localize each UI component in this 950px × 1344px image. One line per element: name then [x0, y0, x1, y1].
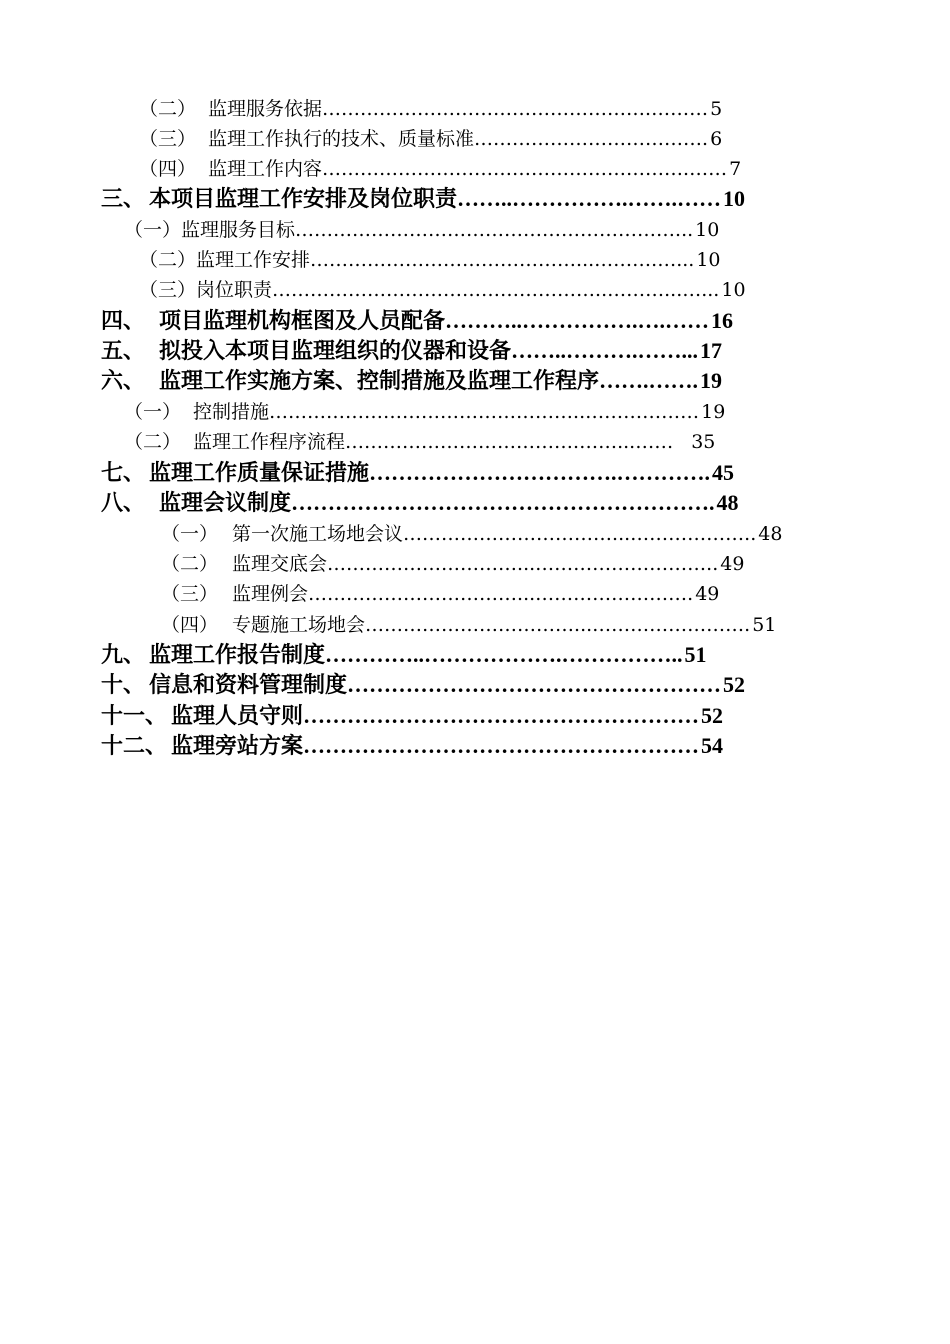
toc-entry-leader: ……………………………………………………... [295, 219, 694, 241]
toc-entry-page: 49 [720, 553, 745, 575]
toc-chapter-entry [101, 670, 745, 700]
toc-chapter-entry [101, 701, 723, 731]
toc-entry-leader: …………………………………………………. [291, 490, 715, 515]
toc-entry-title: 拟投入本项目监理组织的仪器和设备 [159, 339, 512, 364]
toc-entry-title: 第一次施工场地会议 [232, 523, 404, 545]
toc-entry-title: 监理工作内容 [208, 158, 323, 180]
toc-chapter-entry [101, 488, 739, 518]
toc-entry-page: 19 [700, 368, 723, 393]
toc-chapter-entry [101, 458, 734, 488]
toc-entry-leader: …………………………...……………………….. [327, 553, 719, 575]
toc-entry-number: （二） [124, 431, 182, 453]
toc-entry [139, 275, 746, 305]
toc-entry [124, 215, 719, 245]
toc-entry-leader: …………………………………………….……… [322, 98, 709, 120]
toc-entry-number: 十、 [101, 673, 146, 698]
toc-entry-leader: ……..…………….…….…… [457, 186, 722, 211]
toc-entry-page: 10 [696, 249, 721, 271]
toc-entry-number: 四、 [101, 309, 146, 334]
toc-entry-page: 7 [729, 158, 742, 180]
toc-entry-title: 监理工作报告制度 [149, 643, 326, 668]
toc-entry-leader: ……………………………...……………….. [403, 523, 757, 545]
toc-entry-title: 项目监理机构框图及人员配备 [159, 309, 446, 334]
toc-entry-page: 48 [758, 523, 783, 545]
toc-entry-number: （二） [139, 249, 197, 271]
toc-entry-title: 监理例会 [232, 583, 309, 605]
toc-entry-leader: ……..……….……... [511, 338, 699, 363]
toc-entry-leader: ……………………………………………… [303, 733, 700, 758]
toc-entry-leader: ……………………………………………… [303, 703, 700, 728]
toc-entry [161, 610, 776, 640]
toc-entry-leader: ……………………………...……………………. [365, 614, 751, 636]
toc-entry-leader: ………..…………….….…… [445, 308, 710, 333]
toc-entry-page: 54 [701, 733, 724, 758]
toc-entry-number: （一） [124, 219, 182, 241]
toc-entry-leader: …………………………………………..……………… [269, 401, 700, 423]
toc-entry-title: 监理工作程序流程 [193, 431, 346, 453]
toc-entry [139, 154, 741, 184]
toc-entry-page: 10 [695, 219, 720, 241]
toc-entry-title: 监理服务依据 [208, 98, 323, 120]
toc-entry-title: 监理旁站方案 [171, 734, 304, 759]
toc-chapter-entry [101, 731, 723, 761]
toc-entry-title: 本项目监理工作安排及岗位职责 [149, 187, 458, 212]
toc-entry-page: 10 [721, 279, 746, 301]
toc-entry-number: （三） [139, 128, 197, 150]
toc-chapter-entry [101, 640, 707, 670]
toc-entry-number: 九、 [101, 643, 146, 668]
toc-entry-number: 十一、 [101, 704, 168, 729]
toc-entry-title: 监理会议制度 [159, 491, 292, 516]
toc-entry-title: 监理人员守则 [171, 704, 304, 729]
toc-entry-page: 48 [716, 490, 739, 515]
toc-entry-leader: …….……. [599, 368, 699, 393]
toc-entry-leader: ……………………………….……...…… [345, 431, 674, 453]
toc-entry-number: （四） [139, 158, 197, 180]
toc-entry-leader: ………………………………………………….…… [322, 158, 728, 180]
toc-entry-leader: …………..……………….…………….. [325, 642, 683, 667]
toc-entry-page: 52 [701, 703, 724, 728]
toc-entry-page: 45 [712, 460, 735, 485]
toc-entry-page: 51 [684, 642, 707, 667]
toc-entry-page: 19 [701, 401, 726, 423]
toc-entry-number: 三、 [101, 187, 146, 212]
toc-entry-number: 八、 [101, 491, 146, 516]
toc-entry-title: 控制措施 [193, 401, 270, 423]
toc-entry-number: 六、 [101, 369, 146, 394]
toc-entry-title: 信息和资料管理制度 [149, 673, 348, 698]
toc-chapter-entry [101, 366, 722, 396]
toc-entry-number: 十二、 [101, 734, 168, 759]
toc-entry-leader: ………………………………. [474, 128, 709, 150]
toc-entry-leader: ……………………………………………..………...…... [272, 279, 720, 301]
toc-entry-title: 监理服务目标 [181, 219, 296, 241]
toc-entry [161, 549, 744, 579]
toc-entry-number: （四） [161, 614, 219, 636]
toc-entry-number: （一） [161, 523, 219, 545]
toc-entry-leader: …………………………………………… [347, 672, 722, 697]
toc-entry-number: （二） [139, 98, 197, 120]
toc-entry [124, 397, 725, 427]
toc-entry-leader: ……………………………...……………………. [308, 583, 694, 605]
toc-entry [139, 94, 722, 124]
toc-entry-title: 监理工作实施方案、控制措施及监理工作程序 [159, 369, 600, 394]
toc-entry-page: 51 [752, 614, 777, 636]
toc-entry-page: 17 [700, 338, 723, 363]
toc-entry-leader: …………………………….…………. [369, 460, 711, 485]
toc-entry-number: 七、 [101, 461, 146, 486]
toc-entry-page: 16 [711, 308, 734, 333]
toc-entry-number: （一） [124, 401, 182, 423]
toc-entry [124, 427, 715, 457]
toc-entry-title: 专题施工场地会 [232, 614, 366, 636]
toc-entry [139, 245, 721, 275]
toc-entry-page: 35 [691, 431, 716, 453]
toc-entry-leader: ……………………………………...……….…... [310, 249, 695, 271]
toc-entry-number: 五、 [101, 339, 146, 364]
toc-entry-page: 5 [710, 98, 723, 120]
toc-entry-title: 监理工作执行的技术、质量标准 [208, 128, 475, 150]
toc-entry [161, 519, 782, 549]
toc-entry-title: 监理工作质量保证措施 [149, 461, 370, 486]
toc-chapter-entry [101, 306, 733, 336]
toc-entry-number: （二） [161, 553, 219, 575]
toc-entry-title: 岗位职责 [196, 279, 273, 301]
toc-entry-number: （三） [139, 279, 197, 301]
toc-chapter-entry [101, 184, 745, 214]
toc-entry-page: 6 [710, 128, 723, 150]
toc-entry [139, 124, 722, 154]
toc-entry-title: 监理交底会 [232, 553, 328, 575]
toc-entry-page: 10 [723, 186, 746, 211]
toc-entry-page: 49 [695, 583, 720, 605]
toc-entry-number: （三） [161, 583, 219, 605]
toc-chapter-entry [101, 336, 722, 366]
toc-entry-title: 监理工作安排 [196, 249, 311, 271]
toc-entry [161, 579, 719, 609]
toc-entry-page: 52 [723, 672, 746, 697]
